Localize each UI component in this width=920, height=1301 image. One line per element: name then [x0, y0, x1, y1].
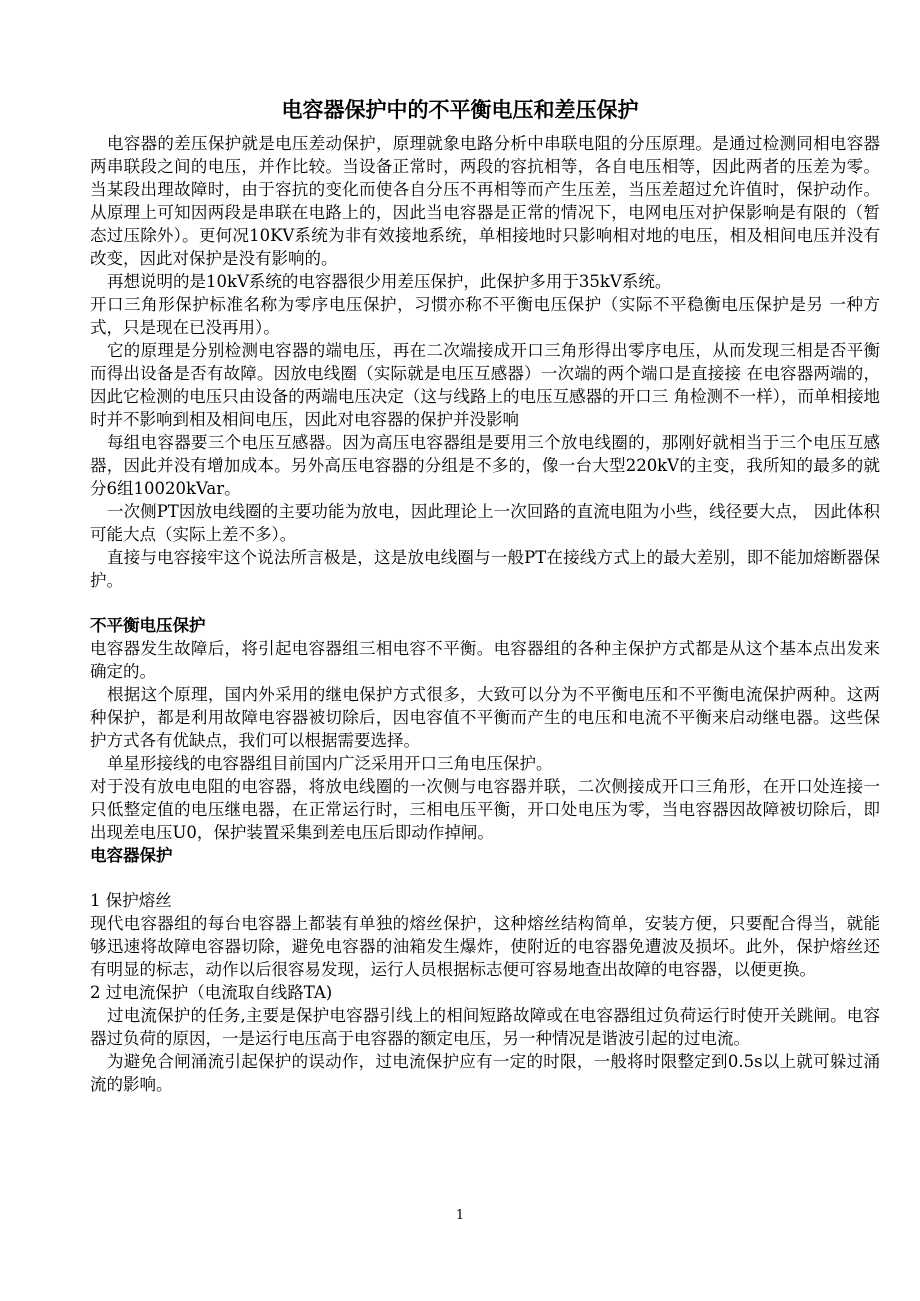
intro-paragraph-4: 它的原理是分别检测电容器的端电压，再在二次端接成开口三角形得出零序电压，从而发现三相是否平衡而得出设备是否有故障。因放电线圈（实际就是电压互感器）一次端的两个端口是直接接 在电容器两端的，因此它检测的电压只由设备的两端电压决定（这与线路上的电压互感器的开口三 角检测不一样），而单相接地时并不影响到相及相间电压，因此对电容器的保护并没影响 — [90, 341, 880, 429]
overcurrent-paragraph-1: 过电流保护的任务,主要是保护电容器引线上的相间短路故障或在电容器组过负荷运行时使开关跳闸。电容器过负荷的原因，一是运行电压高于电容器的额定电压，另一种情况是谐波引起的过电流。 — [90, 1006, 880, 1048]
overcurrent-paragraph-2: 为避免合闸涌流引起保护的误动作，过电流保护应有一定的时限，一般将时限整定到0.5s以上就可躲过涌流的影响。 — [90, 1052, 880, 1094]
unbalanced-paragraph-1: 电容器发生故障后，将引起电容器组三相电容不平衡。电容器组的各种主保护方式都是从这个基本点出发来确定的。 — [90, 639, 880, 681]
document-title: 电容器保护中的不平衡电压和差压保护 — [281, 97, 639, 122]
unbalanced-paragraph-3: 单星形接线的电容器组目前国内广泛采用开口三角电压保护。 — [107, 754, 553, 773]
overcurrent-subtitle: 2 过电流保护（电流取自线路TA) — [90, 983, 333, 1002]
section-spacer — [90, 592, 880, 614]
capacitor-protection-heading: 电容器保护 — [90, 846, 173, 865]
unbalanced-paragraph-2: 根据这个原理，国内外采用的继电保护方式很多，大致可以分为不平衡电压和不平衡电流保护两种。这两种保护，都是利用故障电容器被切除后，因电容值不平衡而产生的电压和电流不平衡来启动继电器。这些保护方式各有优缺点，我们可以根据需要选择。 — [90, 685, 880, 750]
intro-paragraph-5: 每组电容器要三个电压互感器。因为高压电容器组是要用三个放电线圈的，那刚好就相当于三个电压互感器，因此并没有增加成本。另外高压电容器的分组是不多的，像一台大型220kV的主变，我所知的最多的就分6组10020kVar。 — [90, 433, 880, 498]
page-number: 1 — [455, 1208, 465, 1223]
intro-paragraph-2: 再想说明的是10kV系统的电容器很少用差压保护，此保护多用于35kV系统。 — [107, 272, 672, 291]
intro-paragraph-6: 一次侧PT因放电线圈的主要功能为放电，因此理论上一次回路的直流电阻为小些，线径要大点， 因此体积可能大点（实际上差不多）。 — [90, 502, 880, 544]
fuse-subtitle: 1 保护熔丝 — [90, 891, 172, 910]
intro-paragraph-1: 电容器的差压保护就是电压差动保护，原理就象电路分析中串联电阻的分压原理。是通过检测同相电容器两串联段之间的电压，并作比较。当设备正常时，两段的容抗相等，各自电压相等，因此两者的压差为零。当某段出理故障时，由于容抗的变化而使各自分压不再相等而产生压差，当压差超过允许值时，保护动作。从原理上可知因两段是串联在电路上的，因此当电容器是正常的情况下，电网电压对护保影响是有限的（暂态过压除外）。更何况10KV系统为非有效接地系统，单相接地时只影响相对地的电压，相及相间电压并没有改变，因此对保护是没有影响的。 — [90, 134, 880, 268]
section-spacer — [90, 867, 880, 889]
unbalanced-paragraph-4: 对于没有放电电阻的电容器，将放电线圈的一次侧与电容器并联，二次侧接成开口三角形，在开口处连接一只低整定值的电压继电器，在正常运行时，三相电压平衡，开口处电压为零，当电容器因故障被切除后，即出现差电压U0，保护装置采集到差电压后即动作掉闸。 — [90, 777, 880, 842]
fuse-paragraph: 现代电容器组的每台电容器上都装有单独的熔丝保护，这种熔丝结构简单，安装方便，只要配合得当，就能够迅速将故障电容器切除，避免电容器的油箱发生爆炸，使附近的电容器免遭波及损坏。此外，保护熔丝还有明显的标志，动作以后很容易发现，运行人员根据标志便可容易地查出故障的电容器，以便更换。 — [90, 914, 880, 979]
intro-paragraph-3: 开口三角形保护标准名称为零序电压保护，习惯亦称不平衡电压保护（实际不平稳衡电压保护是另 一种方式，只是现在已没再用）。 — [90, 295, 880, 337]
document-body — [90, 132, 880, 1096]
intro-paragraph-7: 直接与电容接牢这个说法所言极是，这是放电线圈与一般PT在接线方式上的最大差别，即不能加熔断器保护。 — [90, 548, 880, 590]
unbalanced-voltage-heading: 不平衡电压保护 — [90, 616, 206, 635]
